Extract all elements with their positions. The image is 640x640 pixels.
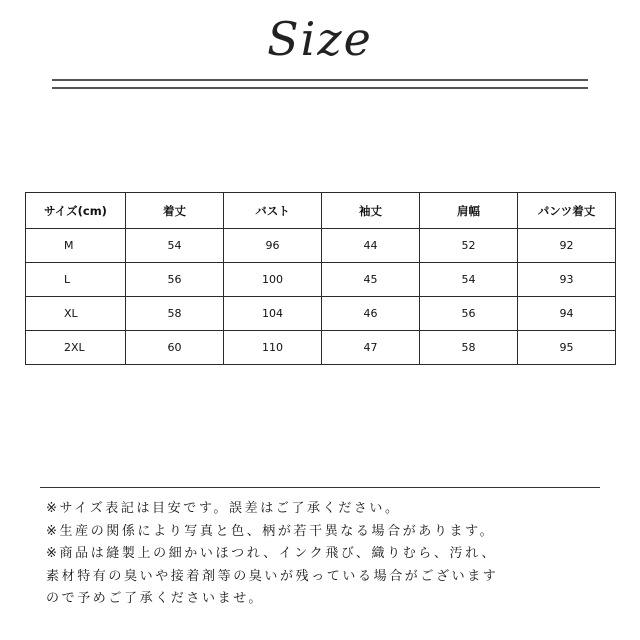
cell-length: 60 [126, 331, 224, 365]
cell-pants-length: 94 [518, 297, 616, 331]
size-chart-table [25, 192, 616, 365]
table-row [26, 331, 616, 365]
cell-size: XL [26, 297, 126, 331]
cell-size: M [26, 229, 126, 263]
cell-sleeve: 45 [322, 263, 420, 297]
cell-pants-length: 92 [518, 229, 616, 263]
notes-divider [40, 487, 600, 488]
cell-shoulder: 54 [420, 263, 518, 297]
header-sleeve: 袖丈 [322, 193, 420, 229]
title-divider-lower [52, 87, 588, 89]
cell-length: 54 [126, 229, 224, 263]
note-line: ※生産の関係により写真と色、柄が若干異なる場合があります。 [46, 523, 496, 539]
header-length: 着丈 [126, 193, 224, 229]
notes-block [46, 498, 606, 611]
cell-pants-length: 95 [518, 331, 616, 365]
cell-sleeve: 47 [322, 331, 420, 365]
cell-bust: 96 [224, 229, 322, 263]
cell-size: 2XL [26, 331, 126, 365]
header-shoulder: 肩幅 [420, 193, 518, 229]
header-pants-length: パンツ着丈 [518, 193, 616, 229]
note-line: 素材特有の臭いや接着剤等の臭いが残っている場合がございます [46, 568, 499, 584]
cell-sleeve: 44 [322, 229, 420, 263]
page-title: Size [267, 12, 373, 66]
note-line: ※商品は縫製上の細かいほつれ、インク飛び、織りむら、汚れ、 [46, 546, 498, 561]
table-row [26, 229, 616, 263]
header-bust: バスト [224, 193, 322, 229]
table-row [26, 263, 616, 297]
cell-shoulder: 56 [420, 297, 518, 331]
cell-bust: 110 [224, 331, 322, 365]
cell-pants-length: 93 [518, 263, 616, 297]
cell-sleeve: 46 [322, 297, 420, 331]
table-header-row [26, 193, 616, 229]
table-row [26, 297, 616, 331]
cell-bust: 100 [224, 263, 322, 297]
note-line: ※サイズ表記は目安です。誤差はご了承ください。 [46, 501, 401, 516]
cell-length: 58 [126, 297, 224, 331]
cell-shoulder: 52 [420, 229, 518, 263]
cell-length: 56 [126, 263, 224, 297]
cell-shoulder: 58 [420, 331, 518, 365]
cell-size: L [26, 263, 126, 297]
title-divider-upper [52, 79, 588, 81]
cell-bust: 104 [224, 297, 322, 331]
header-size: サイズ(cm) [26, 193, 126, 229]
note-line: ので予めご了承くださいませ。 [46, 591, 265, 606]
